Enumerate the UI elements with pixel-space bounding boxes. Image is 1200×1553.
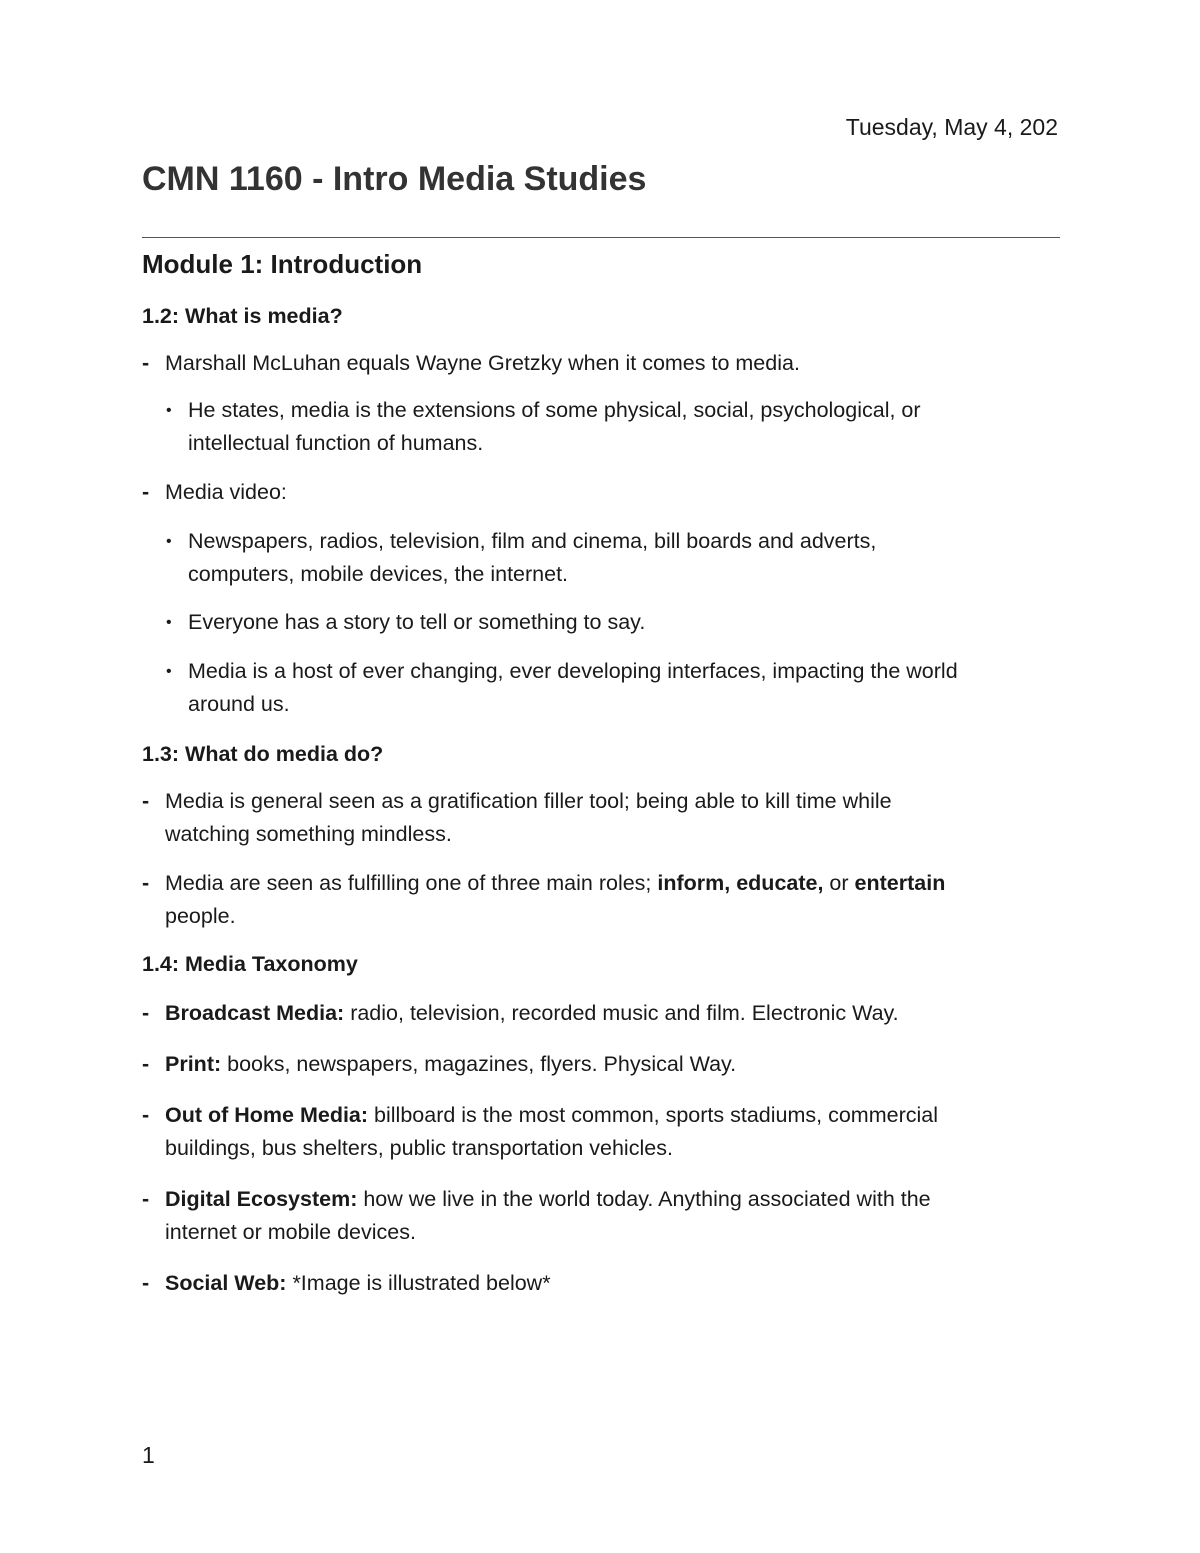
sub-list-item-line: around us.: [188, 692, 290, 716]
list-item-line: [165, 1099, 1060, 1132]
list-item: [142, 867, 1060, 933]
list-item-text: or: [823, 871, 855, 895]
term-label: Broadcast Media:: [165, 1001, 345, 1025]
dash-marker: -: [142, 871, 150, 895]
sub-list-item: [142, 394, 1060, 460]
list-item-social-web: [142, 1267, 1060, 1300]
list-item-text: Marshall McLuhan equals Wayne Gretzky when it comes to media.: [165, 351, 800, 375]
page-number: 1: [142, 1442, 155, 1468]
dash-marker: -: [142, 1271, 150, 1295]
dash-marker: -: [142, 1052, 150, 1076]
bullet-marker: •: [166, 663, 172, 680]
sub-list-item-line: Everyone has a story to tell or something to say.: [188, 610, 646, 634]
term-label: Social Web:: [165, 1271, 287, 1295]
document-body: [142, 245, 1060, 1300]
dash-marker: -: [142, 1103, 150, 1127]
section-heading-1-2: 1.2: What is media?: [142, 304, 343, 328]
section-heading-1-3: 1.3: What do media do?: [142, 742, 384, 766]
bullet-marker: •: [166, 614, 172, 631]
list-item-line: buildings, bus shelters, public transportation vehicles.: [165, 1136, 673, 1160]
list-item-line: people.: [165, 904, 236, 928]
sub-list-item: [142, 655, 1060, 721]
document-date: Tuesday, May 4, 202: [845, 114, 1058, 140]
sub-list-item-line: intellectual function of humans.: [188, 431, 484, 455]
list-item-line: internet or mobile devices.: [165, 1220, 416, 1244]
term-label: Out of Home Media:: [165, 1103, 369, 1127]
list-item: [142, 347, 1060, 380]
sub-list-item-line: Newspapers, radios, television, film and cinema, bill boards and adverts,: [188, 529, 877, 553]
list-item: [142, 476, 1060, 509]
sub-list-item-line: He states, media is the extensions of some physical, social, psychological, or: [188, 398, 921, 422]
term-label: Digital Ecosystem:: [165, 1187, 358, 1211]
dash-marker: -: [142, 1001, 150, 1025]
list-item-print: [142, 1048, 1060, 1081]
list-item: [142, 785, 1060, 851]
list-item-line: watching something mindless.: [165, 822, 452, 846]
module-heading: Module 1: Introduction: [142, 249, 423, 279]
term-definition: *Image is illustrated below*: [286, 1271, 551, 1295]
term-definition: radio, television, recorded music and film. Electronic Way.: [344, 1001, 899, 1025]
term-label: Print:: [165, 1052, 222, 1076]
section-heading-1-4: 1.4: Media Taxonomy: [142, 952, 358, 976]
term-definition: books, newspapers, magazines, flyers. Physical Way.: [221, 1052, 737, 1076]
list-item-emphasis: inform, educate,: [657, 871, 824, 895]
document-title: CMN 1160 - Intro Media Studies: [142, 160, 647, 198]
sub-list-item: [142, 525, 1060, 591]
sub-list-item: [142, 606, 1060, 639]
dash-marker: -: [142, 1187, 150, 1211]
dash-marker: -: [142, 351, 150, 375]
dash-marker: -: [142, 480, 150, 504]
term-definition: how we live in the world today. Anything associated with the: [357, 1187, 931, 1211]
dash-marker: -: [142, 789, 150, 813]
sub-list-item-line: computers, mobile devices, the internet.: [188, 562, 569, 586]
list-item-text: Media video:: [165, 480, 287, 504]
list-item-broadcast: [142, 997, 1060, 1030]
list-item-digital-ecosystem: [142, 1183, 1060, 1249]
list-item-out-of-home: [142, 1099, 1060, 1165]
list-item-line: [165, 867, 1060, 900]
list-item-line: [165, 1183, 1060, 1216]
term-definition: billboard is the most common, sports stadiums, commercial: [368, 1103, 939, 1127]
list-item-emphasis: entertain: [854, 871, 946, 895]
bullet-marker: •: [166, 533, 172, 550]
bullet-marker: •: [166, 402, 172, 419]
sub-list-item-line: Media is a host of ever changing, ever developing interfaces, impacting the world: [188, 659, 958, 683]
title-divider: [142, 237, 1060, 238]
list-item-text: Media are seen as fulfilling one of three main roles;: [165, 871, 658, 895]
list-item-line: Media is general seen as a gratification filler tool; being able to kill time while: [165, 789, 892, 813]
